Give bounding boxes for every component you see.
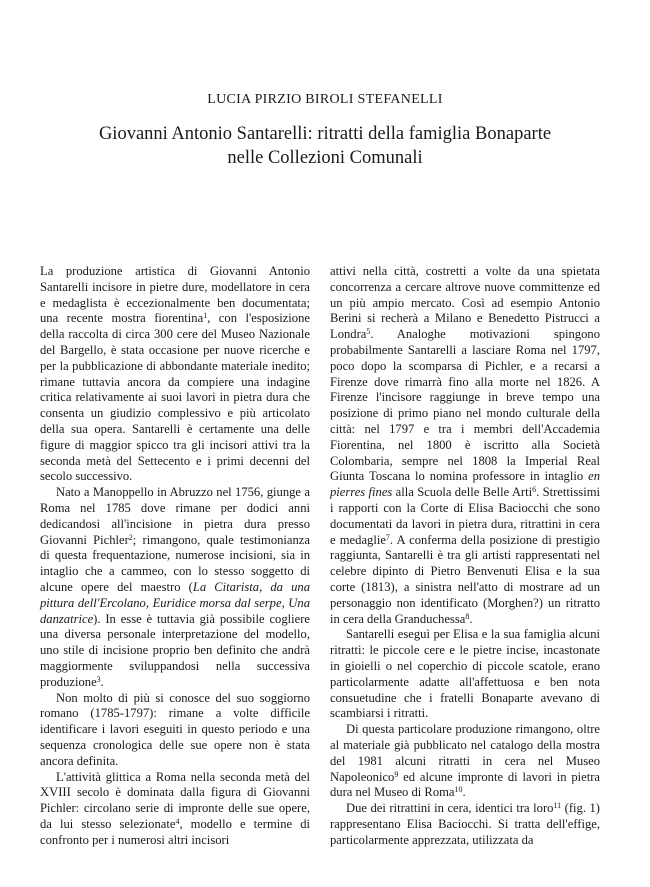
- left-column: [40, 264, 310, 848]
- text-run: Santarelli eseguì per Elisa e la sua famiglia alcuni ritratti: le piccole cere e le pietre incise, incastonate in gioielli o nel coperchio di piccole scatole, erano particolarmente adatte all'affettuosa e ben nota consuetudine che i fratelli Bonaparte avevano di scambiarsi i ritratti.: [330, 627, 600, 721]
- text-run: ed alcune impronte di lavori in pietra dura nel Museo di Roma: [330, 769, 600, 800]
- title-line-2: nelle Collezioni Comunali: [227, 148, 423, 168]
- paragraph: [330, 722, 600, 801]
- text-run: .: [462, 785, 466, 800]
- footnote-ref: 4: [175, 816, 180, 826]
- text-run: , con l'esposizione della raccolta di circa 300 cere del Museo Nazionale del Bargello, è stata occasione per nuove ricerche e per la pubblicazione di abbondante materiale inedito; rimane tuttavia ancora da compiere una indagine critica relativamente ai suoi lavori in pietra dura che consenta un giudizio complessivo e più articolato della sua opera. Santarelli è certamente una delle figure di maggior spicco tra gli incisori attivi tra la seconda metà del Settecento e i primi decenni del secolo successivo.: [40, 311, 310, 484]
- title-line-1: Giovanni Antonio Santarelli: ritratti della famiglia Bonaparte: [98, 124, 552, 144]
- italic-text: en pierres fines: [330, 469, 600, 500]
- text-run: , modello e termine di confronto per i numerosi altri incisori: [40, 816, 310, 847]
- text-run: . Strettissimi i rapporti con la Corte di Elisa Baciocchi che sono documentati da lavori in pietra dura, ritrattini in cera e medaglie: [330, 485, 600, 547]
- author-name: LUCIA PIRZIO BIROLI STEFANELLI: [207, 92, 443, 107]
- text-run: . A conferma della posizione di prestigio raggiunta, Santarelli è tra gli artisti rappresentati nel celebre dipinto di Pietro Benvenuti Elisa e la sua corte (1813), a sinistra nell'atto di mostrare ad un personaggio non identificato (Morghen?) un ritratto in cera della Granduchessa: [330, 532, 600, 626]
- paragraph: [40, 264, 310, 485]
- paragraph: [330, 264, 600, 627]
- text-run: ). In esse è tuttavia già possibile cogliere una diversa personale interpretazione del modello, uno stile di incisione proprio ben definito che andrà maggiormente sviluppandosi nella successiva produzione: [40, 611, 310, 689]
- footnote-ref: 7: [385, 532, 390, 542]
- text-run: La produzione artistica di Giovanni Antonio Santarelli incisore in pietre dure, modellatore in cera e medaglista è eccezionalmente ben documentata; una recente mostra fiorentina: [40, 264, 310, 326]
- paragraph: [40, 485, 310, 690]
- footnote-ref: 8: [465, 611, 470, 621]
- text-run: alla Scuola delle Belle Arti: [392, 485, 533, 500]
- text-run: L'attività glittica a Roma nella seconda metà del XVIII secolo è dominata dalla figura di Giovanni Pichler: circolano serie di impronte delle sue opere, da lui stesso selezionate: [40, 769, 310, 831]
- text-run: .: [469, 611, 473, 626]
- footnote-ref: 11: [553, 801, 562, 811]
- text-run: attivi nella città, costretti a volte da una spietata concorrenza a cercare altrove nuove committenze ed un più ampio mercato. Così ad esempio Antonio Berini si recherà a Milano e Benedetto Pistrucci a Londra: [330, 264, 600, 342]
- footnote-ref: 1: [203, 311, 208, 321]
- right-column: [330, 264, 600, 848]
- text-run: Nato a Manoppello in Abruzzo nel 1756, giunge a Roma nel 1785 dove rimane per dodici anni dedicandosi all'incisione in pietra dura presso Giovanni Pichler: [40, 485, 310, 547]
- text-run: . Analoghe motivazioni spingono probabilmente Santarelli a lasciare Roma nel 1797, poco dopo la scomparsa di Pichler, e a recarsi a Firenze dove rimarrà fino alla morte nel 1826. A Firenze l'incisore raggiunge in breve tempo una posizione di primo piano nel mondo culturale della città: nel 1797 e tra i membri dell'Accademia Fiorentina, nel 1800 è iscritto alla Società Colombaria, sempre nel 1808 la Imperial Real Giunta Toscana lo nomina professore in intaglio: [330, 327, 600, 484]
- paragraph: [40, 770, 310, 849]
- footnote-ref: 3: [96, 674, 101, 684]
- footnote-ref: 10: [454, 785, 463, 795]
- footnote-ref: 5: [366, 327, 371, 337]
- text-run: Di questa particolare produzione rimangono, oltre al materiale già pubblicato nel catalogo della mostra del 1981 alcuni ritratti in cera nel Museo Napoleonico: [330, 722, 600, 784]
- text-run: ; rimangono, quale testimonianza di questa frequentazione, numerose incisioni, sia in intaglio che a cammeo, con lo stesso soggetto di alcune opere del maestro (: [40, 532, 310, 594]
- text-run: Non molto di più si conosce del suo soggiorno romano (1785-1797): rimane a volte difficile identificare i lavori eseguiti in questo periodo e una sequenza cronologica delle sue opere non è stata ancora definita.: [40, 690, 310, 768]
- paragraph: [330, 801, 600, 848]
- italic-text: La Citarista, da una pittura dell'Ercolano, Euridice morsa dal serpe, Una danzatrice: [40, 579, 310, 626]
- paragraph: [40, 691, 310, 770]
- footnote-ref: 6: [532, 485, 537, 495]
- text-run: Due dei ritrattini in cera, identici tra loro: [346, 801, 554, 816]
- footnote-ref: 9: [394, 769, 399, 779]
- footnote-ref: 2: [128, 532, 133, 542]
- text-run: .: [100, 674, 104, 689]
- paragraph: [330, 627, 600, 722]
- article-title: [60, 122, 590, 170]
- text-run: (fig. 1) rappresentano Elisa Baciocchi. Si tratta dell'effige, particolarmente apprezzata, utilizzata da: [330, 801, 600, 847]
